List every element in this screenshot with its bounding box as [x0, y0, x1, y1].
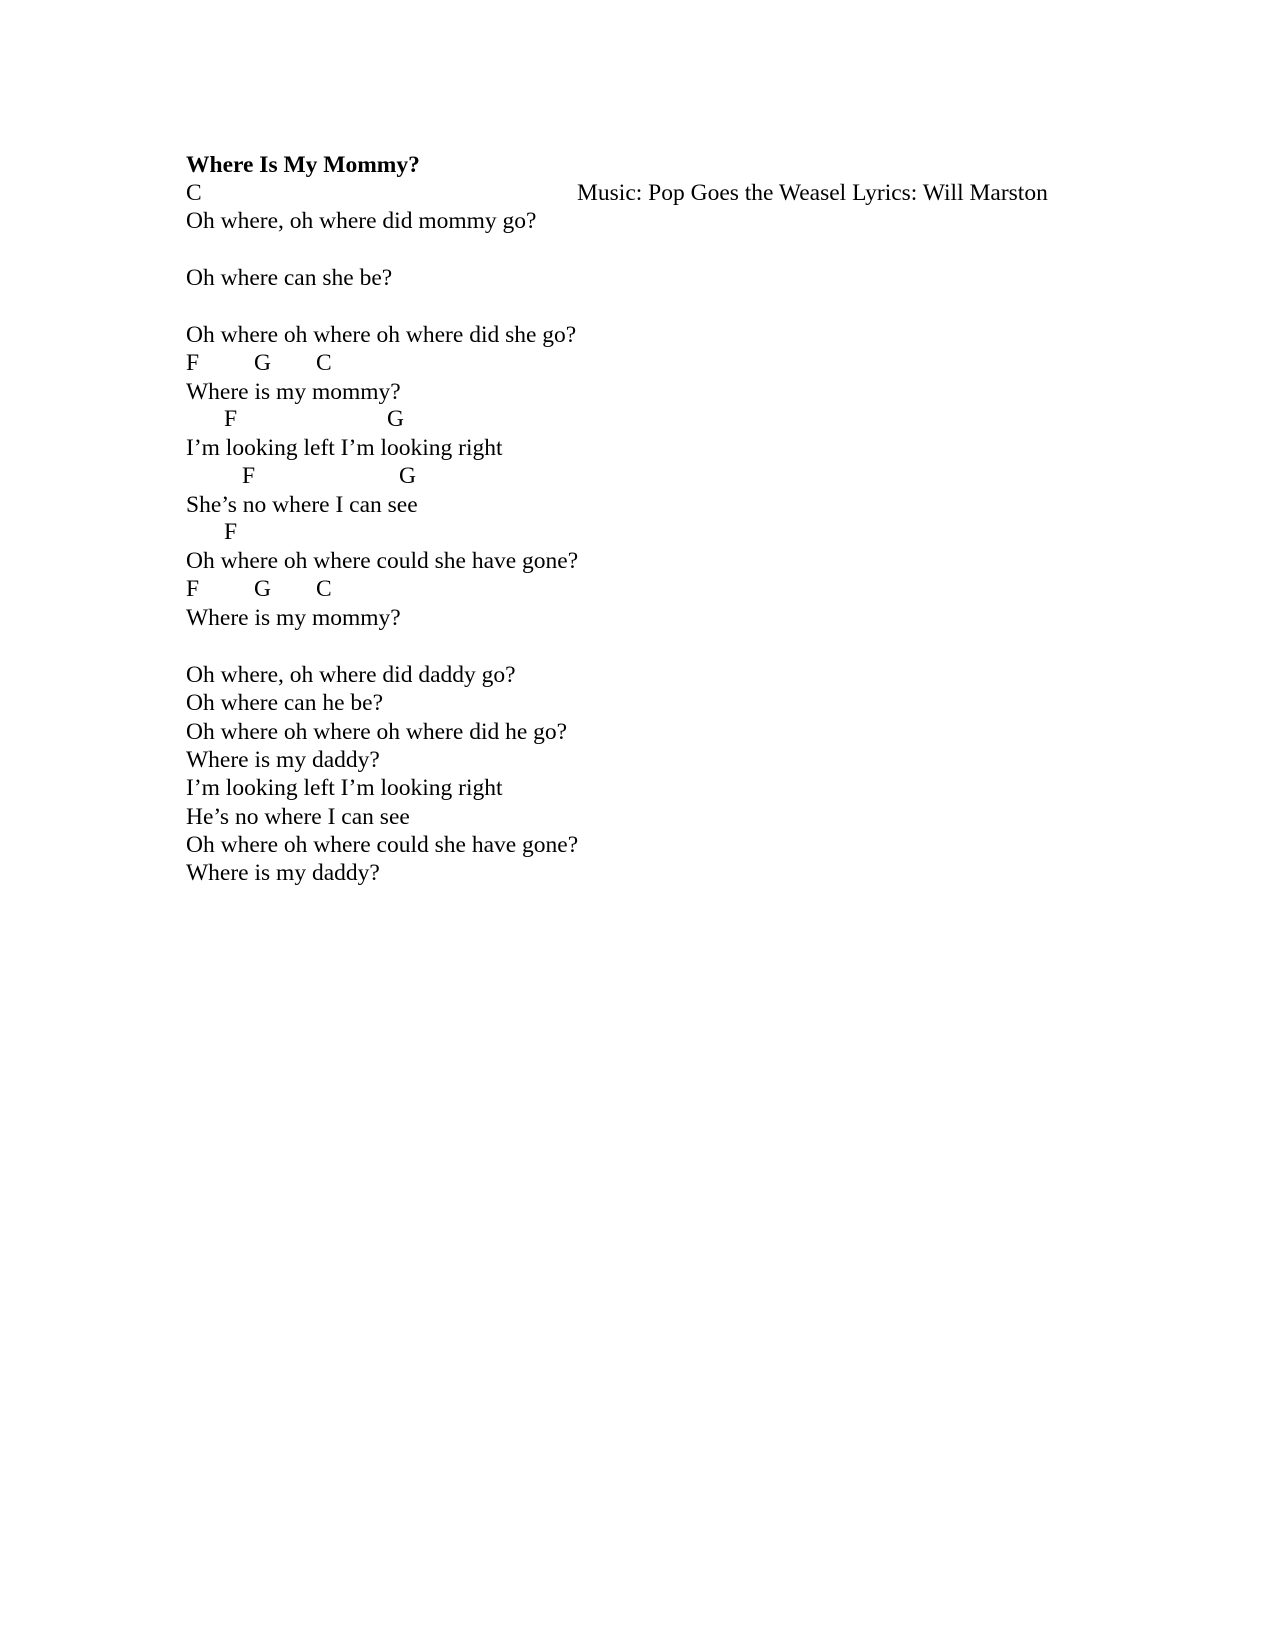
- chord-v1-l7-f: F: [224, 519, 238, 545]
- chord-v1-l6-f: F: [242, 463, 256, 489]
- chord-v1-l4-c: C: [316, 350, 332, 376]
- chord-v1-l8-c: C: [316, 576, 332, 602]
- verse1-line-1: Oh where, oh where did mommy go?: [186, 208, 537, 234]
- verse2-line-3: Oh where oh where oh where did he go?: [186, 719, 568, 745]
- verse1-line-8: Where is my mommy?: [186, 605, 401, 631]
- verse1-line-5: I’m looking left I’m looking right: [186, 435, 503, 461]
- song-title: Where Is My Mommy?: [186, 152, 420, 178]
- chord-v1-l5-g: G: [387, 406, 404, 432]
- chord-v1-l1-c: C: [186, 180, 202, 206]
- verse2-line-8: Where is my daddy?: [186, 860, 380, 886]
- chord-v1-l4-g: G: [254, 350, 271, 376]
- verse2-line-2: Oh where can he be?: [186, 690, 384, 716]
- verse2-line-1: Oh where, oh where did daddy go?: [186, 662, 516, 688]
- chord-v1-l5-f: F: [224, 406, 238, 432]
- chord-v1-l8-f: F: [186, 576, 200, 602]
- verse1-line-4: Where is my mommy?: [186, 379, 401, 405]
- verse1-line-2: Oh where can she be?: [186, 265, 393, 291]
- verse2-line-5: I’m looking left I’m looking right: [186, 775, 503, 801]
- chord-v1-l4-f: F: [186, 350, 200, 376]
- song-credits: Music: Pop Goes the Weasel Lyrics: Will Marston: [577, 180, 1048, 206]
- verse2-line-7: Oh where oh where could she have gone?: [186, 832, 579, 858]
- verse2-line-6: He’s no where I can see: [186, 804, 410, 830]
- chord-v1-l8-g: G: [254, 576, 271, 602]
- verse1-line-6: She’s no where I can see: [186, 492, 418, 518]
- verse1-line-3: Oh where oh where oh where did she go?: [186, 322, 577, 348]
- verse1-line-7: Oh where oh where could she have gone?: [186, 548, 579, 574]
- verse2-line-4: Where is my daddy?: [186, 747, 380, 773]
- chord-v1-l6-g: G: [399, 463, 416, 489]
